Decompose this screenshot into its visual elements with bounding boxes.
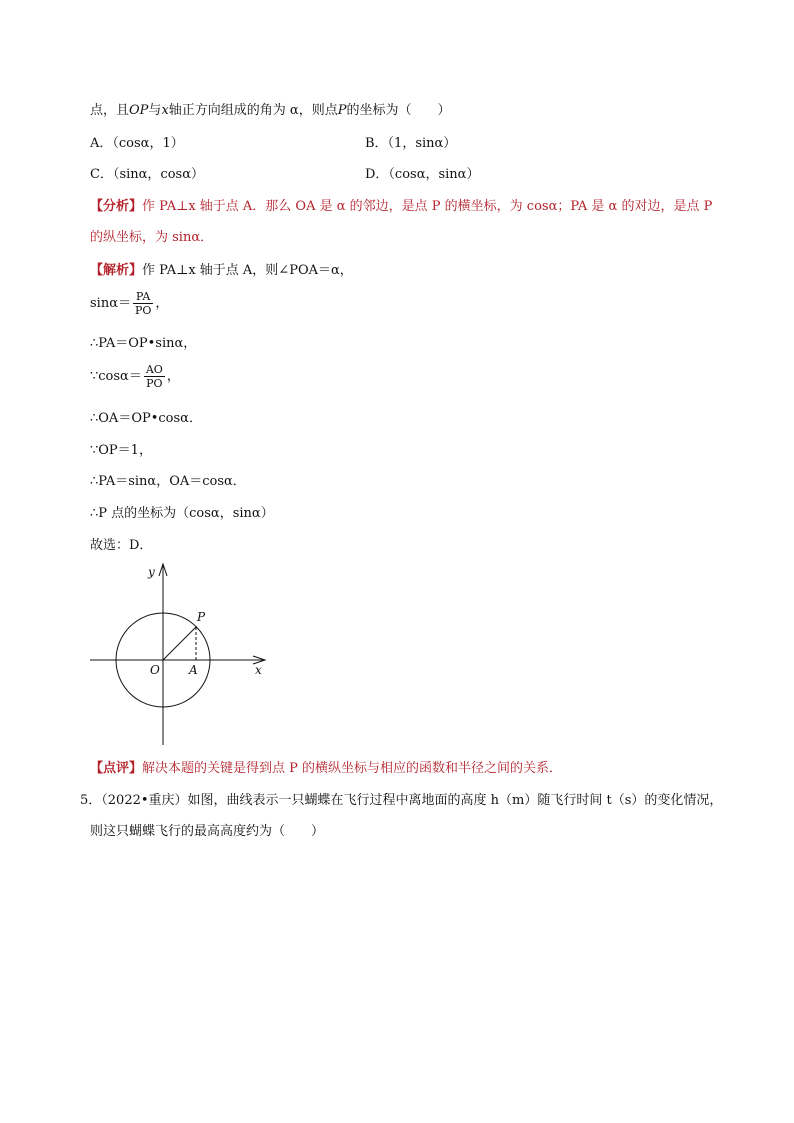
label-x: x [255, 663, 262, 677]
analysis-line-1: 【分析】作 PA⊥x 轴于点 A．那么 OA 是 α 的邻边，是点 P 的横坐标，为 cosα；PA 是 α 的对边，是点 P [90, 199, 713, 214]
solution-answer: 故选：D． [90, 538, 153, 553]
solution-cos-fraction: ∵cosα＝ $\frac{AO}{PO}$ ， [90, 363, 180, 390]
solution-sin-fraction: sinα＝ $\frac{PA}{PO}$ ， [90, 290, 169, 317]
option-d: D．（cosα，sinα） [365, 167, 480, 182]
comment-tag: 【点评】 [90, 761, 143, 776]
solution-line-1: 【解析】作 PA⊥x 轴于点 A，则∠POA＝α， [90, 263, 353, 278]
option-b: B．（1，sinα） [365, 136, 457, 151]
option-a: A．（cosα，1） [90, 136, 184, 151]
label-o: O [150, 663, 160, 677]
fraction-ao-po: $\frac{AO}{PO}$ [145, 363, 163, 390]
option-c: C．（sinα，cosα） [90, 167, 204, 182]
question-5-line-2: 则这只蝴蝶飞行的最高高度约为（ ） [90, 824, 325, 839]
analysis-line-2: 的纵坐标，为 sinα． [90, 230, 214, 245]
segment-op [163, 627, 196, 660]
solution-line-3: ∴PA＝OP•sinα， [90, 336, 197, 351]
solution-line-6: ∵OP＝1， [90, 443, 152, 458]
analysis-tag: 【分析】 [90, 199, 143, 214]
label-y: y [148, 565, 155, 579]
fraction-pa-po: $\frac{PA}{PO}$ [134, 290, 152, 317]
label-p: P [197, 610, 206, 624]
question-5-line-1: 5．（2022•重庆）如图，曲线表示一只蝴蝶在飞行过程中离地面的高度 h（m）随飞行时间 t（s）的变化情况， [80, 793, 723, 808]
unit-circle-figure [85, 560, 285, 752]
solution-line-7: ∴PA＝sinα，OA＝cosα． [90, 474, 246, 489]
solution-tag: 【解析】 [90, 263, 143, 278]
solution-line-8: ∴P 点的坐标为（cosα，sinα） [90, 506, 274, 521]
comment-line: 【点评】解决本题的关键是得到点 P 的横纵坐标与相应的函数和半径之间的关系． [90, 761, 563, 776]
label-a: A [189, 663, 198, 677]
solution-line-5: ∴OA＝OP•cosα． [90, 411, 202, 426]
question-stem: 点，且OP与x轴正方向组成的角为 α，则点P的坐标为（ ） [90, 103, 451, 118]
